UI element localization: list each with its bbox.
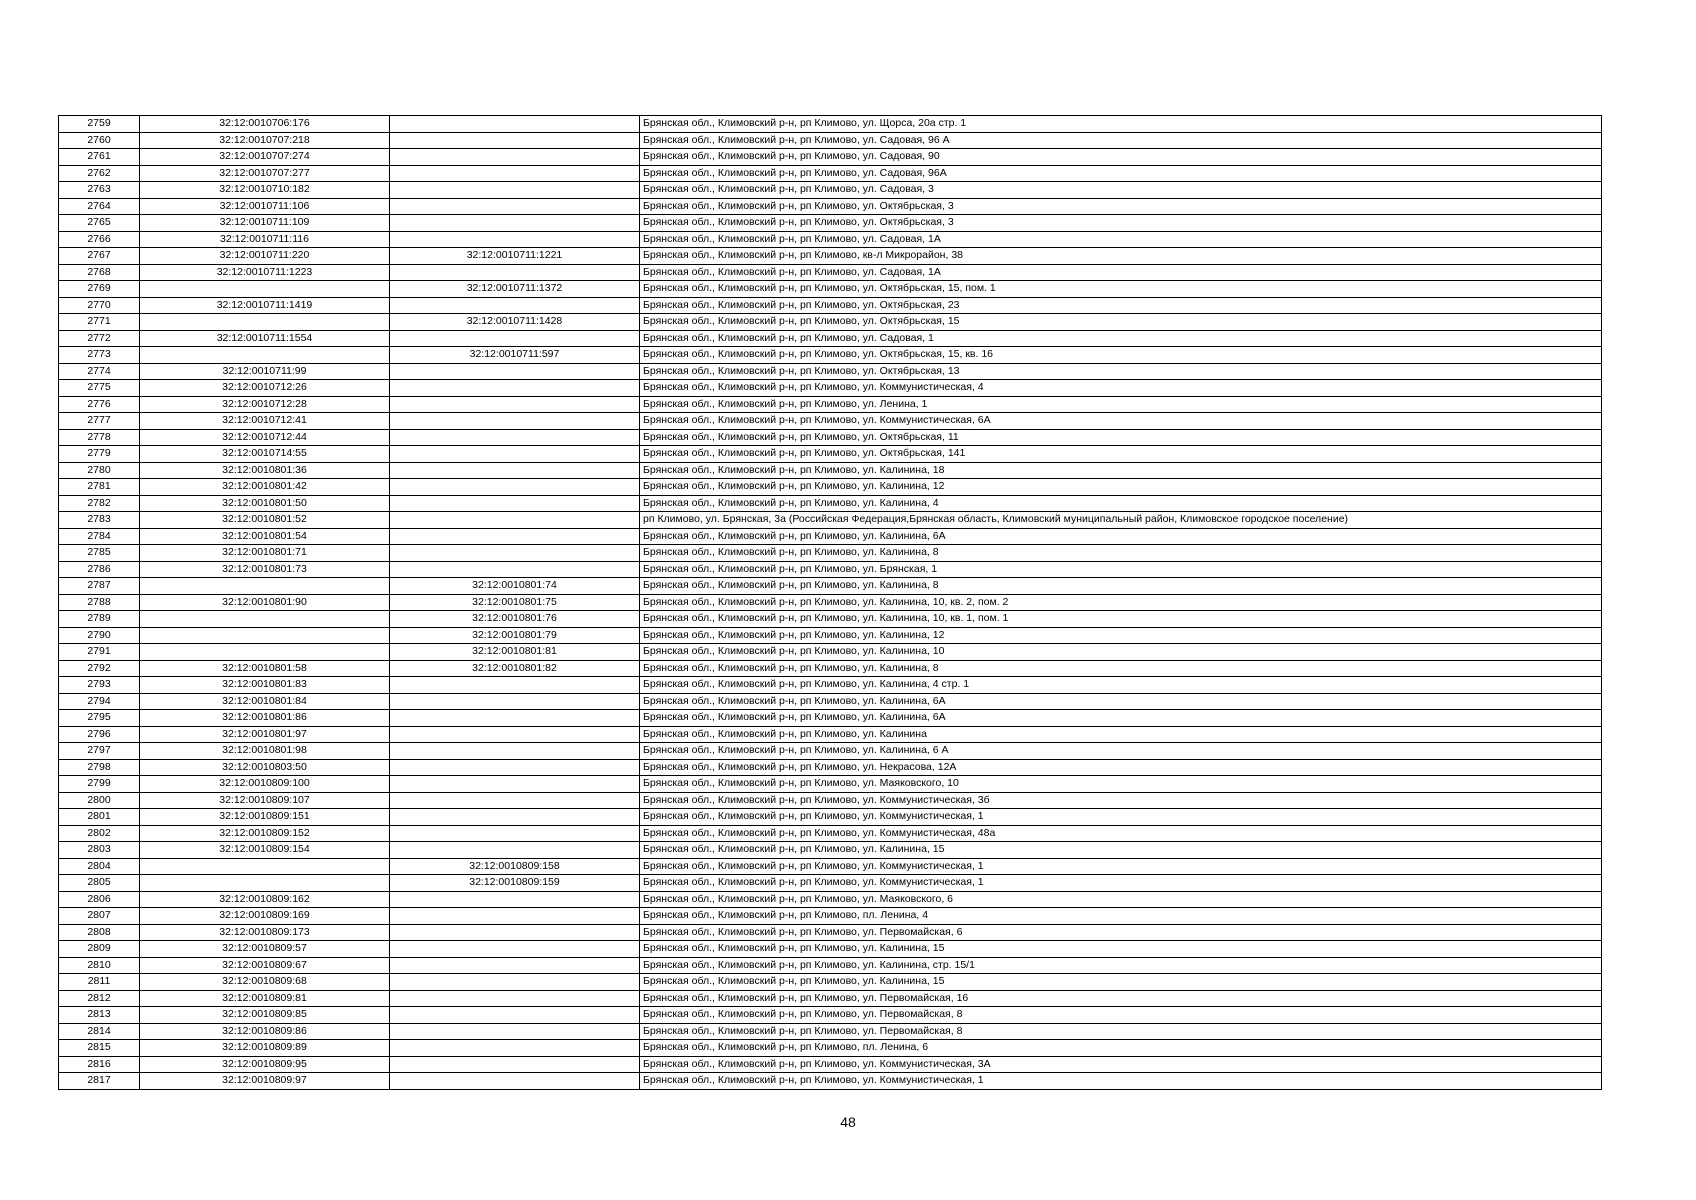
sub-object-number-cell <box>390 528 640 545</box>
address-cell: Брянская обл., Климовский р-н, рп Климово, ул. Первомайская, 16 <box>640 990 1602 1007</box>
table-row <box>59 297 1602 314</box>
cadastral-number-cell: 32:12:0010809:100 <box>140 776 390 793</box>
row-number-cell: 2770 <box>59 297 140 314</box>
cadastral-number-cell: 32:12:0010809:97 <box>140 1073 390 1090</box>
address-cell: Брянская обл., Климовский р-н, рп Климово, ул. Октябрьская, 11 <box>640 429 1602 446</box>
row-number-cell: 2812 <box>59 990 140 1007</box>
row-number-cell: 2763 <box>59 182 140 199</box>
table-row <box>59 594 1602 611</box>
cadastral-number-cell <box>140 858 390 875</box>
row-number-cell: 2790 <box>59 627 140 644</box>
address-cell: Брянская обл., Климовский р-н, рп Климово, ул. Октябрьская, 141 <box>640 446 1602 463</box>
cadastral-number-cell: 32:12:0010706:176 <box>140 116 390 133</box>
address-cell: Брянская обл., Климовский р-н, рп Климово, ул. Садовая, 90 <box>640 149 1602 166</box>
table-row <box>59 990 1602 1007</box>
row-number-cell: 2801 <box>59 809 140 826</box>
cadastral-number-cell: 32:12:0010809:81 <box>140 990 390 1007</box>
sub-object-number-cell <box>390 1007 640 1024</box>
table-row <box>59 825 1602 842</box>
address-cell: Брянская обл., Климовский р-н, рп Климово, кв-л Микрорайон, 38 <box>640 248 1602 265</box>
table-row <box>59 231 1602 248</box>
row-number-cell: 2808 <box>59 924 140 941</box>
sub-object-number-cell <box>390 182 640 199</box>
cadastral-number-cell: 32:12:0010711:106 <box>140 198 390 215</box>
cadastral-number-cell: 32:12:0010809:151 <box>140 809 390 826</box>
cadastral-number-cell: 32:12:0010809:162 <box>140 891 390 908</box>
table-row <box>59 875 1602 892</box>
row-number-cell: 2809 <box>59 941 140 958</box>
table-row <box>59 957 1602 974</box>
row-number-cell: 2806 <box>59 891 140 908</box>
cadastral-number-cell: 32:12:0010707:274 <box>140 149 390 166</box>
table-row <box>59 495 1602 512</box>
sub-object-number-cell: 32:12:0010809:159 <box>390 875 640 892</box>
table-row <box>59 809 1602 826</box>
sub-object-number-cell <box>390 479 640 496</box>
table-row <box>59 743 1602 760</box>
address-cell: Брянская обл., Климовский р-н, рп Климово, ул. Калинина, 8 <box>640 545 1602 562</box>
address-cell: Брянская обл., Климовский р-н, рп Климово, ул. Калинина, 4 <box>640 495 1602 512</box>
table-row <box>59 776 1602 793</box>
address-cell: Брянская обл., Климовский р-н, рп Климово, ул. Некрасова, 12А <box>640 759 1602 776</box>
address-cell: Брянская обл., Климовский р-н, рп Климово, ул. Коммунистическая, 1 <box>640 809 1602 826</box>
table-row <box>59 710 1602 727</box>
address-cell: Брянская обл., Климовский р-н, рп Климово, ул. Калинина, 15 <box>640 974 1602 991</box>
sub-object-number-cell <box>390 776 640 793</box>
cadastral-number-cell <box>140 611 390 628</box>
cadastral-number-cell: 32:12:0010801:98 <box>140 743 390 760</box>
address-cell: Брянская обл., Климовский р-н, рп Климово, ул. Коммунистическая, 1 <box>640 1073 1602 1090</box>
sub-object-number-cell: 32:12:0010801:76 <box>390 611 640 628</box>
address-cell: Брянская обл., Климовский р-н, рп Климово, ул. Маяковского, 10 <box>640 776 1602 793</box>
row-number-cell: 2798 <box>59 759 140 776</box>
address-cell: Брянская обл., Климовский р-н, рп Климово, ул. Калинина <box>640 726 1602 743</box>
table-row <box>59 314 1602 331</box>
cadastral-number-cell <box>140 281 390 298</box>
sub-object-number-cell <box>390 116 640 133</box>
address-cell: Брянская обл., Климовский р-н, рп Климово, ул. Калинина, 10, кв. 2, пом. 2 <box>640 594 1602 611</box>
row-number-cell: 2772 <box>59 330 140 347</box>
sub-object-number-cell: 32:12:0010809:158 <box>390 858 640 875</box>
cadastral-number-cell: 32:12:0010712:28 <box>140 396 390 413</box>
address-cell: Брянская обл., Климовский р-н, рп Климово, ул. Октябрьская, 13 <box>640 363 1602 380</box>
sub-object-number-cell: 32:12:0010711:1221 <box>390 248 640 265</box>
sub-object-number-cell <box>390 908 640 925</box>
row-number-cell: 2761 <box>59 149 140 166</box>
sub-object-number-cell: 32:12:0010801:74 <box>390 578 640 595</box>
address-cell: Брянская обл., Климовский р-н, рп Климово, ул. Калинина, 12 <box>640 627 1602 644</box>
row-number-cell: 2778 <box>59 429 140 446</box>
row-number-cell: 2783 <box>59 512 140 529</box>
cadastral-number-cell: 32:12:0010801:97 <box>140 726 390 743</box>
table-row <box>59 545 1602 562</box>
address-cell: Брянская обл., Климовский р-н, рп Климово, ул. Первомайская, 8 <box>640 1007 1602 1024</box>
table-row <box>59 660 1602 677</box>
table-row <box>59 561 1602 578</box>
row-number-cell: 2780 <box>59 462 140 479</box>
cadastral-number-cell: 32:12:0010809:57 <box>140 941 390 958</box>
table-row <box>59 380 1602 397</box>
address-cell: Брянская обл., Климовский р-н, рп Климово, ул. Калинина, 10, кв. 1, пом. 1 <box>640 611 1602 628</box>
row-number-cell: 2796 <box>59 726 140 743</box>
row-number-cell: 2800 <box>59 792 140 809</box>
table-row <box>59 941 1602 958</box>
address-cell: Брянская обл., Климовский р-н, рп Климово, пл. Ленина, 6 <box>640 1040 1602 1057</box>
cadastral-number-cell <box>140 347 390 364</box>
row-number-cell: 2788 <box>59 594 140 611</box>
row-number-cell: 2767 <box>59 248 140 265</box>
address-cell: Брянская обл., Климовский р-н, рп Климово, ул. Калинина, 6А <box>640 528 1602 545</box>
sub-object-number-cell <box>390 512 640 529</box>
table-row <box>59 281 1602 298</box>
cadastral-number-cell: 32:12:0010809:85 <box>140 1007 390 1024</box>
row-number-cell: 2813 <box>59 1007 140 1024</box>
table-row <box>59 182 1602 199</box>
sub-object-number-cell <box>390 924 640 941</box>
sub-object-number-cell <box>390 759 640 776</box>
sub-object-number-cell <box>390 330 640 347</box>
sub-object-number-cell: 32:12:0010711:1428 <box>390 314 640 331</box>
table-row <box>59 578 1602 595</box>
row-number-cell: 2784 <box>59 528 140 545</box>
table-row <box>59 347 1602 364</box>
address-cell: Брянская обл., Климовский р-н, рп Климово, ул. Калинина, 6 А <box>640 743 1602 760</box>
cadastral-number-cell: 32:12:0010803:50 <box>140 759 390 776</box>
sub-object-number-cell <box>390 198 640 215</box>
address-cell: Брянская обл., Климовский р-н, рп Климово, ул. Калинина, 12 <box>640 479 1602 496</box>
table-row <box>59 512 1602 529</box>
row-number-cell: 2785 <box>59 545 140 562</box>
cadastral-number-cell: 32:12:0010711:109 <box>140 215 390 232</box>
sub-object-number-cell <box>390 891 640 908</box>
cadastral-number-cell: 32:12:0010710:182 <box>140 182 390 199</box>
sub-object-number-cell <box>390 561 640 578</box>
table-row <box>59 924 1602 941</box>
row-number-cell: 2811 <box>59 974 140 991</box>
sub-object-number-cell <box>390 264 640 281</box>
cadastral-number-cell: 32:12:0010809:169 <box>140 908 390 925</box>
table-row <box>59 198 1602 215</box>
row-number-cell: 2799 <box>59 776 140 793</box>
row-number-cell: 2779 <box>59 446 140 463</box>
address-cell: Брянская обл., Климовский р-н, рп Климово, ул. Октябрьская, 15 <box>640 314 1602 331</box>
address-cell: Брянская обл., Климовский р-н, рп Климово, ул. Коммунистическая, 48а <box>640 825 1602 842</box>
row-number-cell: 2782 <box>59 495 140 512</box>
cadastral-number-cell: 32:12:0010809:68 <box>140 974 390 991</box>
table-row <box>59 116 1602 133</box>
table-row <box>59 792 1602 809</box>
sub-object-number-cell <box>390 974 640 991</box>
row-number-cell: 2764 <box>59 198 140 215</box>
sub-object-number-cell <box>390 693 640 710</box>
cadastral-number-cell: 32:12:0010809:86 <box>140 1023 390 1040</box>
address-cell: Брянская обл., Климовский р-н, рп Климово, ул. Коммунистическая, 1 <box>640 875 1602 892</box>
table-body <box>59 116 1602 1090</box>
row-number-cell: 2803 <box>59 842 140 859</box>
sub-object-number-cell <box>390 413 640 430</box>
address-cell: Брянская обл., Климовский р-н, рп Климово, ул. Садовая, 3 <box>640 182 1602 199</box>
cadastral-number-cell <box>140 314 390 331</box>
address-cell: Брянская обл., Климовский р-н, рп Климово, ул. Коммунистическая, 4 <box>640 380 1602 397</box>
table-row <box>59 858 1602 875</box>
cadastral-number-cell: 32:12:0010801:73 <box>140 561 390 578</box>
table-row <box>59 842 1602 859</box>
cadastral-number-cell: 32:12:0010711:99 <box>140 363 390 380</box>
cadastral-number-cell: 32:12:0010801:50 <box>140 495 390 512</box>
address-cell: Брянская обл., Климовский р-н, рп Климово, ул. Калинина, 18 <box>640 462 1602 479</box>
row-number-cell: 2775 <box>59 380 140 397</box>
cadastral-number-cell: 32:12:0010809:89 <box>140 1040 390 1057</box>
cadastral-number-cell: 32:12:0010801:52 <box>140 512 390 529</box>
row-number-cell: 2793 <box>59 677 140 694</box>
row-number-cell: 2769 <box>59 281 140 298</box>
table-row <box>59 264 1602 281</box>
address-cell: Брянская обл., Климовский р-н, рп Климово, ул. Садовая, 1А <box>640 231 1602 248</box>
row-number-cell: 2768 <box>59 264 140 281</box>
sub-object-number-cell <box>390 149 640 166</box>
address-cell: Брянская обл., Климовский р-н, рп Климово, ул. Садовая, 1 <box>640 330 1602 347</box>
cadastral-number-cell: 32:12:0010809:152 <box>140 825 390 842</box>
table-row <box>59 248 1602 265</box>
cadastral-number-cell: 32:12:0010801:83 <box>140 677 390 694</box>
table-row <box>59 132 1602 149</box>
table-row <box>59 726 1602 743</box>
row-number-cell: 2805 <box>59 875 140 892</box>
sub-object-number-cell <box>390 957 640 974</box>
table-row <box>59 1023 1602 1040</box>
sub-object-number-cell <box>390 809 640 826</box>
cadastral-number-cell: 32:12:0010809:67 <box>140 957 390 974</box>
address-cell: Брянская обл., Климовский р-н, рп Климово, пл. Ленина, 4 <box>640 908 1602 925</box>
cadastral-number-cell: 32:12:0010711:1419 <box>140 297 390 314</box>
address-cell: Брянская обл., Климовский р-н, рп Климово, ул. Октябрьская, 3 <box>640 198 1602 215</box>
address-cell: Брянская обл., Климовский р-н, рп Климово, ул. Первомайская, 8 <box>640 1023 1602 1040</box>
address-cell: Брянская обл., Климовский р-н, рп Климово, ул. Коммунистическая, 3б <box>640 792 1602 809</box>
cadastral-number-cell: 32:12:0010711:1554 <box>140 330 390 347</box>
table-row <box>59 462 1602 479</box>
cadastral-number-cell: 32:12:0010707:218 <box>140 132 390 149</box>
row-number-cell: 2817 <box>59 1073 140 1090</box>
row-number-cell: 2765 <box>59 215 140 232</box>
row-number-cell: 2777 <box>59 413 140 430</box>
sub-object-number-cell <box>390 132 640 149</box>
address-cell: Брянская обл., Климовский р-н, рп Климово, ул. Калинина, 6А <box>640 693 1602 710</box>
row-number-cell: 2802 <box>59 825 140 842</box>
cadastral-number-cell: 32:12:0010801:86 <box>140 710 390 727</box>
cadastral-number-cell: 32:12:0010809:173 <box>140 924 390 941</box>
row-number-cell: 2773 <box>59 347 140 364</box>
cadastral-number-cell: 32:12:0010809:107 <box>140 792 390 809</box>
address-cell: Брянская обл., Климовский р-н, рп Климово, ул. Коммунистическая, 3А <box>640 1056 1602 1073</box>
address-cell: Брянская обл., Климовский р-н, рп Климово, ул. Калинина, 8 <box>640 660 1602 677</box>
cadastral-number-cell <box>140 644 390 661</box>
sub-object-number-cell <box>390 165 640 182</box>
table-row <box>59 1040 1602 1057</box>
table-row <box>59 215 1602 232</box>
cadastral-number-cell: 32:12:0010714:55 <box>140 446 390 463</box>
table-row <box>59 479 1602 496</box>
sub-object-number-cell <box>390 396 640 413</box>
sub-object-number-cell <box>390 792 640 809</box>
row-number-cell: 2774 <box>59 363 140 380</box>
address-cell: Брянская обл., Климовский р-н, рп Климово, ул. Брянская, 1 <box>640 561 1602 578</box>
row-number-cell: 2771 <box>59 314 140 331</box>
cadastral-number-cell <box>140 627 390 644</box>
sub-object-number-cell <box>390 726 640 743</box>
sub-object-number-cell <box>390 446 640 463</box>
page-number: 48 <box>840 1114 856 1130</box>
sub-object-number-cell <box>390 297 640 314</box>
sub-object-number-cell: 32:12:0010711:1372 <box>390 281 640 298</box>
cadastral-number-cell: 32:12:0010801:90 <box>140 594 390 611</box>
sub-object-number-cell <box>390 1073 640 1090</box>
cadastral-number-cell <box>140 875 390 892</box>
table-row <box>59 149 1602 166</box>
address-cell: Брянская обл., Климовский р-н, рп Климово, ул. Калинина, 4 стр. 1 <box>640 677 1602 694</box>
cadastral-number-cell: 32:12:0010707:277 <box>140 165 390 182</box>
address-cell: Брянская обл., Климовский р-н, рп Климово, ул. Октябрьская, 23 <box>640 297 1602 314</box>
table-row <box>59 908 1602 925</box>
table-row <box>59 165 1602 182</box>
row-number-cell: 2797 <box>59 743 140 760</box>
sub-object-number-cell: 32:12:0010801:81 <box>390 644 640 661</box>
sub-object-number-cell: 32:12:0010801:79 <box>390 627 640 644</box>
row-number-cell: 2759 <box>59 116 140 133</box>
sub-object-number-cell <box>390 495 640 512</box>
row-number-cell: 2814 <box>59 1023 140 1040</box>
address-cell: Брянская обл., Климовский р-н, рп Климово, ул. Щорса, 20а стр. 1 <box>640 116 1602 133</box>
row-number-cell: 2787 <box>59 578 140 595</box>
row-number-cell: 2807 <box>59 908 140 925</box>
table-row <box>59 627 1602 644</box>
cadastral-table <box>58 115 1602 1090</box>
address-cell: Брянская обл., Климовский р-н, рп Климово, ул. Коммунистическая, 1 <box>640 858 1602 875</box>
table-row <box>59 429 1602 446</box>
row-number-cell: 2786 <box>59 561 140 578</box>
table-row <box>59 974 1602 991</box>
sub-object-number-cell <box>390 215 640 232</box>
row-number-cell: 2792 <box>59 660 140 677</box>
address-cell: Брянская обл., Климовский р-н, рп Климово, ул. Калинина, 10 <box>640 644 1602 661</box>
row-number-cell: 2816 <box>59 1056 140 1073</box>
sub-object-number-cell <box>390 363 640 380</box>
sub-object-number-cell <box>390 677 640 694</box>
address-cell: Брянская обл., Климовский р-н, рп Климово, ул. Маяковского, 6 <box>640 891 1602 908</box>
sub-object-number-cell <box>390 380 640 397</box>
sub-object-number-cell: 32:12:0010711:597 <box>390 347 640 364</box>
sub-object-number-cell <box>390 941 640 958</box>
sub-object-number-cell <box>390 743 640 760</box>
table-row <box>59 693 1602 710</box>
sub-object-number-cell <box>390 825 640 842</box>
address-cell: Брянская обл., Климовский р-н, рп Климово, ул. Ленина, 1 <box>640 396 1602 413</box>
address-cell: Брянская обл., Климовский р-н, рп Климово, ул. Калинина, 6А <box>640 710 1602 727</box>
table-row <box>59 1056 1602 1073</box>
cadastral-number-cell: 32:12:0010711:220 <box>140 248 390 265</box>
address-cell: Брянская обл., Климовский р-н, рп Климово, ул. Калинина, 15 <box>640 842 1602 859</box>
sub-object-number-cell <box>390 462 640 479</box>
address-cell: Брянская обл., Климовский р-н, рп Климово, ул. Октябрьская, 15, кв. 16 <box>640 347 1602 364</box>
table-row <box>59 759 1602 776</box>
row-number-cell: 2776 <box>59 396 140 413</box>
row-number-cell: 2766 <box>59 231 140 248</box>
address-cell: Брянская обл., Климовский р-н, рп Климово, ул. Садовая, 1А <box>640 264 1602 281</box>
row-number-cell: 2810 <box>59 957 140 974</box>
row-number-cell: 2789 <box>59 611 140 628</box>
table-row <box>59 446 1602 463</box>
sub-object-number-cell: 32:12:0010801:75 <box>390 594 640 611</box>
table-row <box>59 644 1602 661</box>
address-cell: Брянская обл., Климовский р-н, рп Климово, ул. Калинина, 15 <box>640 941 1602 958</box>
table-row <box>59 413 1602 430</box>
table-row <box>59 396 1602 413</box>
table-row <box>59 677 1602 694</box>
row-number-cell: 2791 <box>59 644 140 661</box>
table-row <box>59 528 1602 545</box>
sub-object-number-cell <box>390 545 640 562</box>
cadastral-number-cell: 32:12:0010712:44 <box>140 429 390 446</box>
table-row <box>59 1073 1602 1090</box>
row-number-cell: 2760 <box>59 132 140 149</box>
table-row <box>59 1007 1602 1024</box>
address-cell: Брянская обл., Климовский р-н, рп Климово, ул. Первомайская, 6 <box>640 924 1602 941</box>
cadastral-number-cell: 32:12:0010801:42 <box>140 479 390 496</box>
row-number-cell: 2795 <box>59 710 140 727</box>
sub-object-number-cell <box>390 1056 640 1073</box>
table-row <box>59 611 1602 628</box>
address-cell: рп Климово, ул. Брянская, 3а (Российская Федерация,Брянская область, Климовский муниципальный район, Климовское городское поселение) <box>640 512 1602 529</box>
cadastral-number-cell: 32:12:0010712:26 <box>140 380 390 397</box>
address-cell: Брянская обл., Климовский р-н, рп Климово, ул. Коммунистическая, 6А <box>640 413 1602 430</box>
row-number-cell: 2762 <box>59 165 140 182</box>
sub-object-number-cell <box>390 429 640 446</box>
cadastral-number-cell <box>140 578 390 595</box>
sub-object-number-cell <box>390 710 640 727</box>
row-number-cell: 2794 <box>59 693 140 710</box>
sub-object-number-cell <box>390 842 640 859</box>
address-cell: Брянская обл., Климовский р-н, рп Климово, ул. Калинина, стр. 15/1 <box>640 957 1602 974</box>
table-row <box>59 330 1602 347</box>
sub-object-number-cell <box>390 1040 640 1057</box>
cadastral-number-cell: 32:12:0010809:154 <box>140 842 390 859</box>
address-cell: Брянская обл., Климовский р-н, рп Климово, ул. Садовая, 96 А <box>640 132 1602 149</box>
cadastral-number-cell: 32:12:0010712:41 <box>140 413 390 430</box>
address-cell: Брянская обл., Климовский р-н, рп Климово, ул. Садовая, 96А <box>640 165 1602 182</box>
cadastral-number-cell: 32:12:0010801:84 <box>140 693 390 710</box>
cadastral-number-cell: 32:12:0010711:116 <box>140 231 390 248</box>
row-number-cell: 2804 <box>59 858 140 875</box>
row-number-cell: 2815 <box>59 1040 140 1057</box>
sub-object-number-cell <box>390 1023 640 1040</box>
table-row <box>59 891 1602 908</box>
sub-object-number-cell <box>390 990 640 1007</box>
sub-object-number-cell: 32:12:0010801:82 <box>390 660 640 677</box>
cadastral-number-cell: 32:12:0010801:71 <box>140 545 390 562</box>
cadastral-number-cell: 32:12:0010801:36 <box>140 462 390 479</box>
address-cell: Брянская обл., Климовский р-н, рп Климово, ул. Октябрьская, 15, пом. 1 <box>640 281 1602 298</box>
address-cell: Брянская обл., Климовский р-н, рп Климово, ул. Калинина, 8 <box>640 578 1602 595</box>
table-row <box>59 363 1602 380</box>
cadastral-number-cell: 32:12:0010809:95 <box>140 1056 390 1073</box>
address-cell: Брянская обл., Климовский р-н, рп Климово, ул. Октябрьская, 3 <box>640 215 1602 232</box>
cadastral-number-cell: 32:12:0010711:1223 <box>140 264 390 281</box>
sub-object-number-cell <box>390 231 640 248</box>
row-number-cell: 2781 <box>59 479 140 496</box>
cadastral-number-cell: 32:12:0010801:54 <box>140 528 390 545</box>
cadastral-number-cell: 32:12:0010801:58 <box>140 660 390 677</box>
